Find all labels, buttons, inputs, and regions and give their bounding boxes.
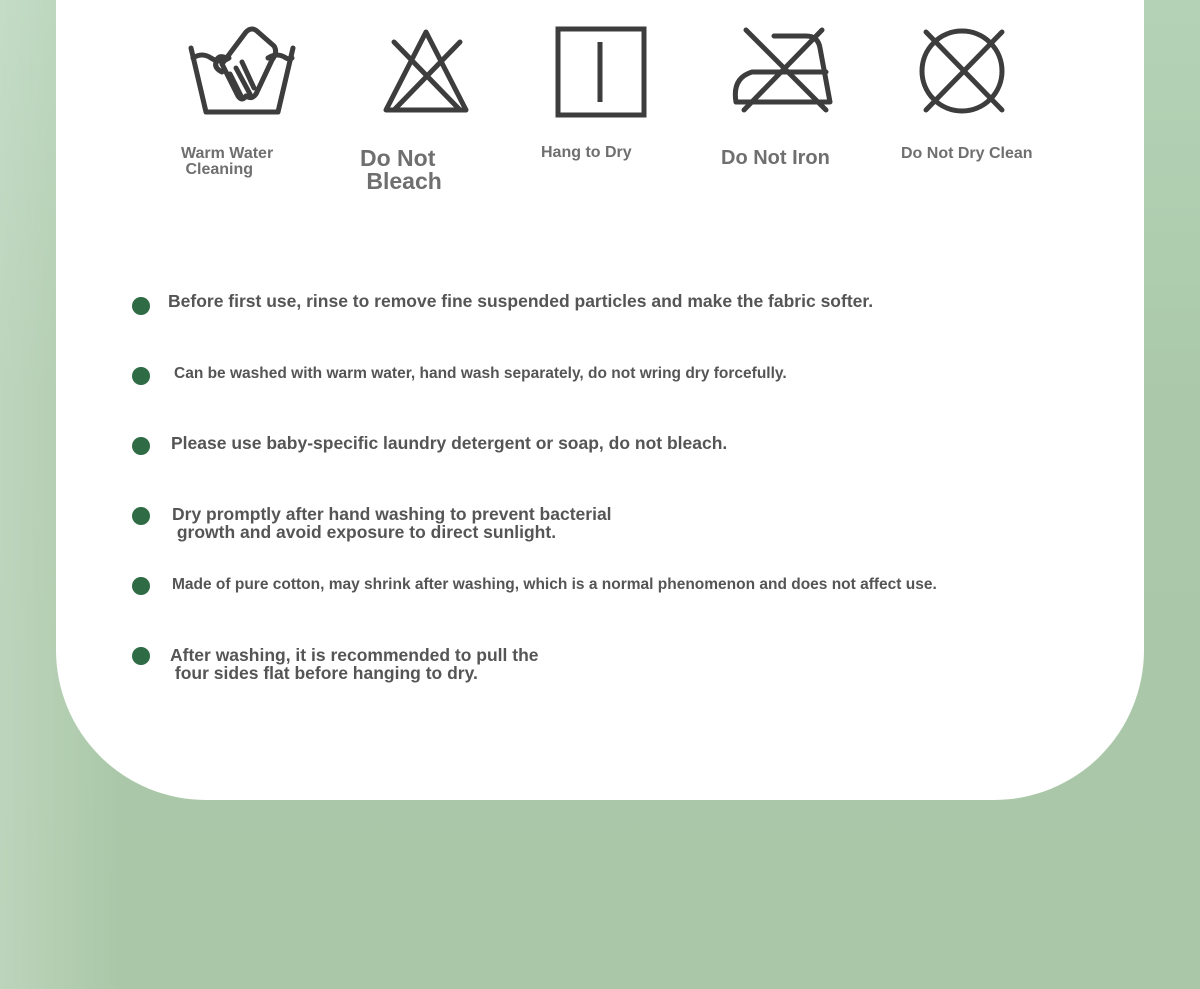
instruction-item-3: Please use baby-specific laundry detergent or soap, do not bleach. bbox=[171, 433, 728, 453]
care-label-do-not-dry-clean: Do Not Dry Clean bbox=[901, 145, 1033, 162]
bullet-dot bbox=[132, 297, 150, 315]
bullet-dot bbox=[132, 367, 150, 385]
bullet-dot bbox=[132, 437, 150, 455]
instruction-item-6: After washing, it is recommended to pull the four sides flat before hanging to dry. bbox=[170, 645, 539, 683]
care-label-warm-water: Warm Water Cleaning bbox=[181, 145, 274, 178]
bullet-dot bbox=[132, 507, 150, 525]
hand-wash-icon bbox=[186, 24, 298, 118]
instruction-item-1: Before first use, rinse to remove fine suspended particles and make the fabric softer. bbox=[168, 291, 874, 311]
care-label-do-not-bleach: Do Not Bleach bbox=[360, 145, 442, 194]
care-label-do-not-iron: Do Not Iron bbox=[721, 147, 830, 169]
instruction-item-2: Can be washed with warm water, hand wash separately, do not wring dry forcefully. bbox=[174, 365, 787, 382]
do-not-iron-icon bbox=[730, 26, 836, 116]
bullet-dot bbox=[132, 647, 150, 665]
do-not-dry-clean-icon bbox=[916, 26, 1010, 116]
instruction-item-5: Made of pure cotton, may shrink after washing, which is a normal phenomenon and does not affect use. bbox=[172, 576, 937, 593]
instruction-item-4: Dry promptly after hand washing to prevent bacterial growth and avoid exposure to direct sunlight. bbox=[172, 504, 612, 542]
do-not-bleach-icon bbox=[380, 26, 472, 116]
hang-dry-icon bbox=[554, 26, 648, 118]
care-label-hang-to-dry: Hang to Dry bbox=[541, 144, 632, 161]
bullet-dot bbox=[132, 577, 150, 595]
